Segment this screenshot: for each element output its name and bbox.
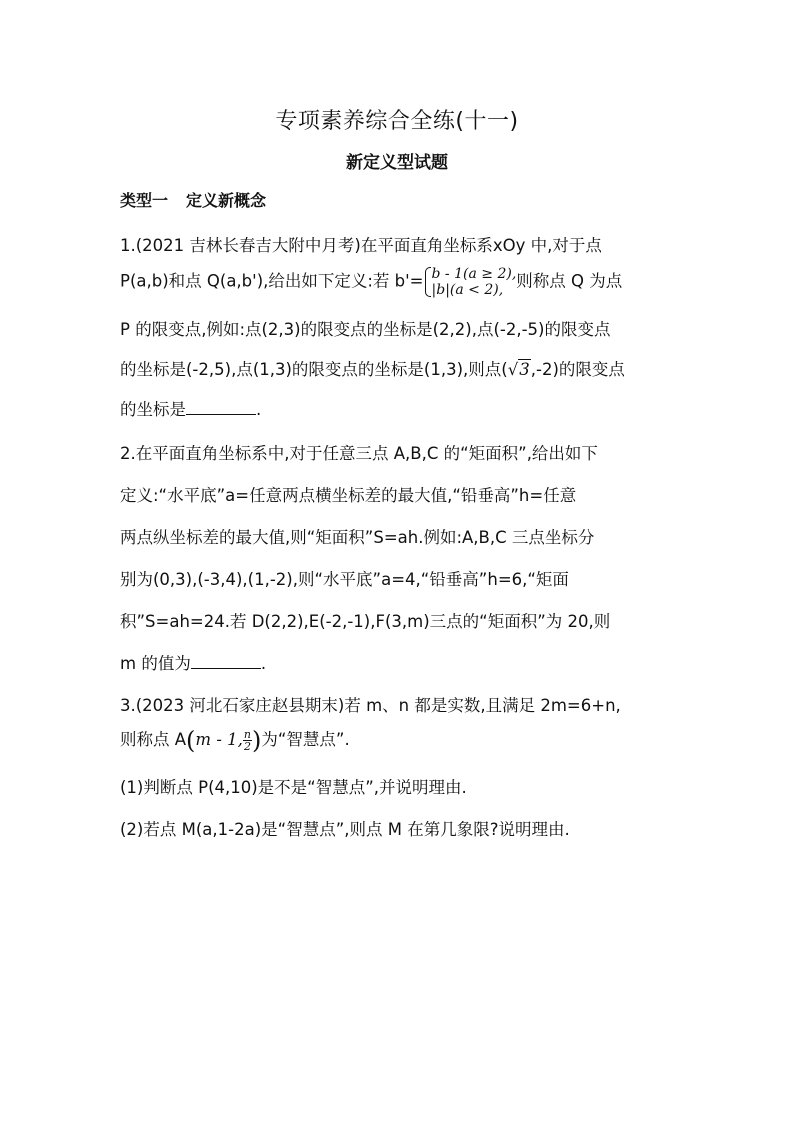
q1-line-4-start: 的坐标是(-2,5),点(1,3)的限变点的坐标是(1,3),则点( [120,360,508,379]
q1-line-4-end: ,-2)的限变点 [530,360,625,379]
q2-line-6-end: . [260,654,267,673]
answer-blank-1[interactable] [186,400,256,415]
q2-line-2: 定义:“水平底”a=任意两点横坐标差的最大值,“铅垂高”h=任意 [120,486,577,505]
left-paren: ( [186,726,196,755]
q3-line-2 [120,726,680,755]
fraction [243,729,252,752]
piecewise-case-2: |b|(a < 2), [431,282,504,298]
q2-line-5: 积”S=ah=24.若 D(2,2),E(-2,-1),F(3,m)三点的“矩面积”为 20,则 [120,612,611,631]
piecewise-definition [424,266,517,298]
section-heading [120,188,266,211]
q1-line-3: P 的限变点,例如:点(2,3)的限变点的坐标是(2,2),点(-2,-5)的限变点 [120,320,611,339]
q3-line-2-end: 为“智慧点”. [261,730,350,749]
q1-line-2-end: 则称点 Q 为点 [516,271,623,291]
piecewise-case-1: b - 1(a ≥ 2), [431,266,517,282]
point-coordinate-x: m - 1, [195,730,243,749]
sqrt-expression: √3 [507,360,530,379]
q2-line-1: 2.在平面直角坐标系中,对于任意三点 A,B,C 的“矩面积”,给出如下 [120,444,598,463]
q3-part-2: (2)若点 M(a,1-2a)是“智慧点”,则点 M 在第几象限?说明理由. [120,820,570,839]
fraction-numerator: n [243,728,251,741]
q2-line-6 [120,650,680,674]
q1-line-5 [120,396,680,420]
q1-line-2 [120,266,680,298]
fraction-denominator: 2 [243,740,251,753]
section-label: 类型一 [120,191,169,210]
page-subtitle: 新定义型试题 [346,153,448,173]
q2-line-6-text: m 的值为 [120,654,191,673]
q1-line-4 [120,356,680,380]
q3-line-1: 3.(2023 河北石家庄赵县期末)若 m、n 都是实数,且满足 2m=6+n, [120,696,621,715]
page-title: 专项素养综合全练(十一) [275,109,519,134]
q1-line-1: 1.(2021 吉林长春吉大附中月考)在平面直角坐标系xOy 中,对于点 [120,236,602,255]
q3-line-2-start: 则称点 A [120,730,187,749]
q1-line-2-start: P(a,b)和点 Q(a,b'),给出如下定义:若 b'= [120,271,424,291]
sqrt-radicand: 3 [519,360,530,379]
q3-part-1: (1)判断点 P(4,10)是不是“智慧点”,并说明理由. [120,778,467,797]
q1-line-5-end: . [256,400,262,419]
right-paren: ) [251,726,262,755]
section-name: 定义新概念 [186,191,267,210]
answer-blank-2[interactable] [191,654,261,669]
q2-line-4: 别为(0,3),(-3,4),(1,-2),则“水平底”a=4,“铅垂高”h=6,“矩面 [120,570,569,589]
q1-line-5-text: 的坐标是 [120,400,186,419]
q2-line-3: 两点纵坐标差的最大值,则“矩面积”S=ah.例如:A,B,C 三点坐标分 [120,528,595,547]
